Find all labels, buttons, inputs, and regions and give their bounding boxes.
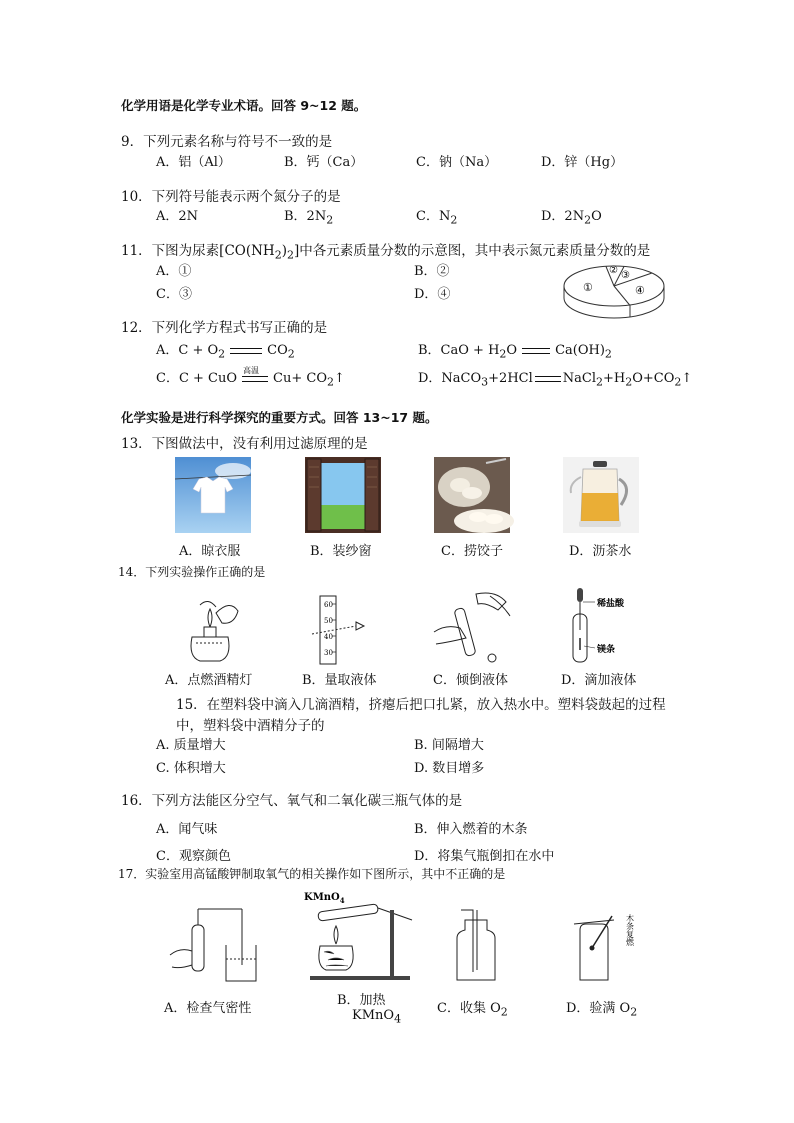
- photo-drying-clothes: [175, 457, 251, 533]
- q10-option-b: B．$2N_2$: [284, 209, 334, 227]
- alcohol-lamp-figure: [178, 595, 244, 665]
- q14-option-b: B．量取液体: [302, 673, 377, 688]
- q9-option-a: A．铝（Al）: [156, 155, 231, 170]
- q10-option-d: D．$2N_2O$: [541, 209, 602, 227]
- pouring-liquid-figure: [430, 588, 520, 666]
- dropper-figure: [565, 586, 645, 666]
- q17-option-b-line2: KMnO$_4$: [352, 1008, 402, 1026]
- urea-pie-diagram: [560, 256, 668, 322]
- q14-option-a: A．点燃酒精灯: [165, 673, 253, 688]
- label-magnesium-strip: 镁条: [597, 645, 616, 655]
- q13-option-d: D．沥茶水: [569, 544, 632, 559]
- q12-option-d: D．NaCO$_3$+2HCl $NaCl_2+H_2O+CO_2↑$: [418, 371, 693, 389]
- question-11-stem: 11．下图为尿素$[CO(NH_2)_2]$中各元素质量分数的示意图，其中表示氮元素质量分数的是: [121, 243, 651, 262]
- question-10-stem: 10．下列符号能表示两个氮分子的是: [121, 189, 341, 205]
- question-9-stem: 9．下列元素名称与符号不一致的是: [121, 134, 333, 150]
- q9-option-d: D．锌（Hg）: [541, 155, 624, 170]
- q16-option-c: C．观察颜色: [156, 849, 231, 864]
- q9-option-c: C．钠（Na）: [416, 155, 498, 170]
- q14-option-c: C．倾倒液体: [433, 673, 508, 688]
- section-intro-1: 化学用语是化学专业术语。回答 9~12 题。: [121, 98, 367, 113]
- q17-option-b-line1: B．加热: [337, 993, 386, 1008]
- q11-option-d: D．④: [414, 287, 451, 302]
- q17-option-d: D．验满 $O_2$: [566, 1001, 638, 1019]
- q10-option-c: C．$N_2$: [416, 209, 458, 227]
- q12-option-c: C．C + CuO 高温 $Cu+ CO_2↑$: [156, 365, 345, 389]
- pie-label-1: ①: [583, 281, 593, 294]
- q14-option-d: D．滴加液体: [561, 673, 637, 688]
- q13-option-c: C．捞饺子: [441, 544, 503, 559]
- airtightness-check-figure: [168, 905, 260, 987]
- q15-option-d: D. 数目增多: [414, 761, 485, 776]
- q13-option-a: A．晾衣服: [179, 544, 241, 559]
- q10-option-a: A．2N: [156, 209, 199, 224]
- q15-option-a: A. 质量增大: [156, 738, 226, 753]
- scale-50: 50: [324, 617, 333, 625]
- photo-window-screen: [305, 457, 381, 533]
- question-15-line2: 中，塑料袋中酒精分子的: [176, 718, 325, 734]
- label-wood-reignites: 木条复燃: [625, 914, 635, 946]
- pie-label-3: ③: [621, 270, 630, 281]
- q11-option-a: A．①: [156, 264, 192, 279]
- question-16-stem: 16．下列方法能区分空气、氧气和二氧化碳三瓶气体的是: [121, 793, 463, 809]
- label-hydrochloric-acid: 稀盐酸: [597, 599, 625, 609]
- reaction-condition: 高温: [243, 365, 260, 375]
- pie-label-4: ④: [635, 284, 645, 297]
- q11-option-c: C．③: [156, 287, 192, 302]
- oxygen-test-figure: [568, 906, 648, 982]
- question-15-line1: 15．在塑料袋中滴入几滴酒精，挤瘪后把口扎紧，放入热水中。塑料袋鼓起的过程: [176, 697, 666, 713]
- q16-option-a: A．闻气味: [156, 822, 218, 837]
- question-12-stem: 12．下列化学方程式书写正确的是: [121, 320, 328, 336]
- section-intro-2: 化学实验是进行科学探究的重要方式。回答 13~17 题。: [121, 410, 438, 425]
- q13-option-b: B．装纱窗: [310, 544, 372, 559]
- q11-option-b: B．②: [414, 264, 450, 279]
- q16-option-b: B．伸入燃着的木条: [414, 822, 528, 837]
- q12-option-a: A．$C + O_2$ $CO_2$: [156, 343, 295, 361]
- photo-teapot: [563, 457, 639, 533]
- q16-option-d: D．将集气瓶倒扣在水中: [414, 849, 555, 864]
- question-13-stem: 13．下图做法中，没有利用过滤原理的是: [121, 436, 368, 452]
- q15-option-c: C. 体积增大: [156, 761, 226, 776]
- gas-collection-bottle-figure: [455, 908, 497, 982]
- question-17-stem: 17．实验室用高锰酸钾制取氧气的相关操作如下图所示，其中不正确的是: [118, 867, 506, 881]
- q12-option-b: B．CaO + $H_2O$ $Ca(OH)_2$: [418, 343, 612, 361]
- scale-40: 40: [324, 633, 333, 641]
- graduated-cylinder-figure: [312, 594, 384, 666]
- q15-option-b: B. 间隔增大: [414, 738, 484, 753]
- scale-60: 60: [324, 601, 333, 609]
- question-14-stem: 14．下列实验操作正确的是: [118, 565, 266, 579]
- q17-option-c: C．收集 $O_2$: [437, 1001, 508, 1019]
- label-kmno4: KMnO$_4$: [304, 892, 345, 905]
- heating-kmno4-figure: [304, 890, 416, 982]
- pie-label-2: ②: [609, 265, 618, 276]
- photo-dumplings: [434, 457, 510, 533]
- q9-option-b: B．钙（Ca）: [284, 155, 364, 170]
- scale-30: 30: [324, 649, 333, 657]
- q17-option-a: A．检查气密性: [164, 1001, 252, 1016]
